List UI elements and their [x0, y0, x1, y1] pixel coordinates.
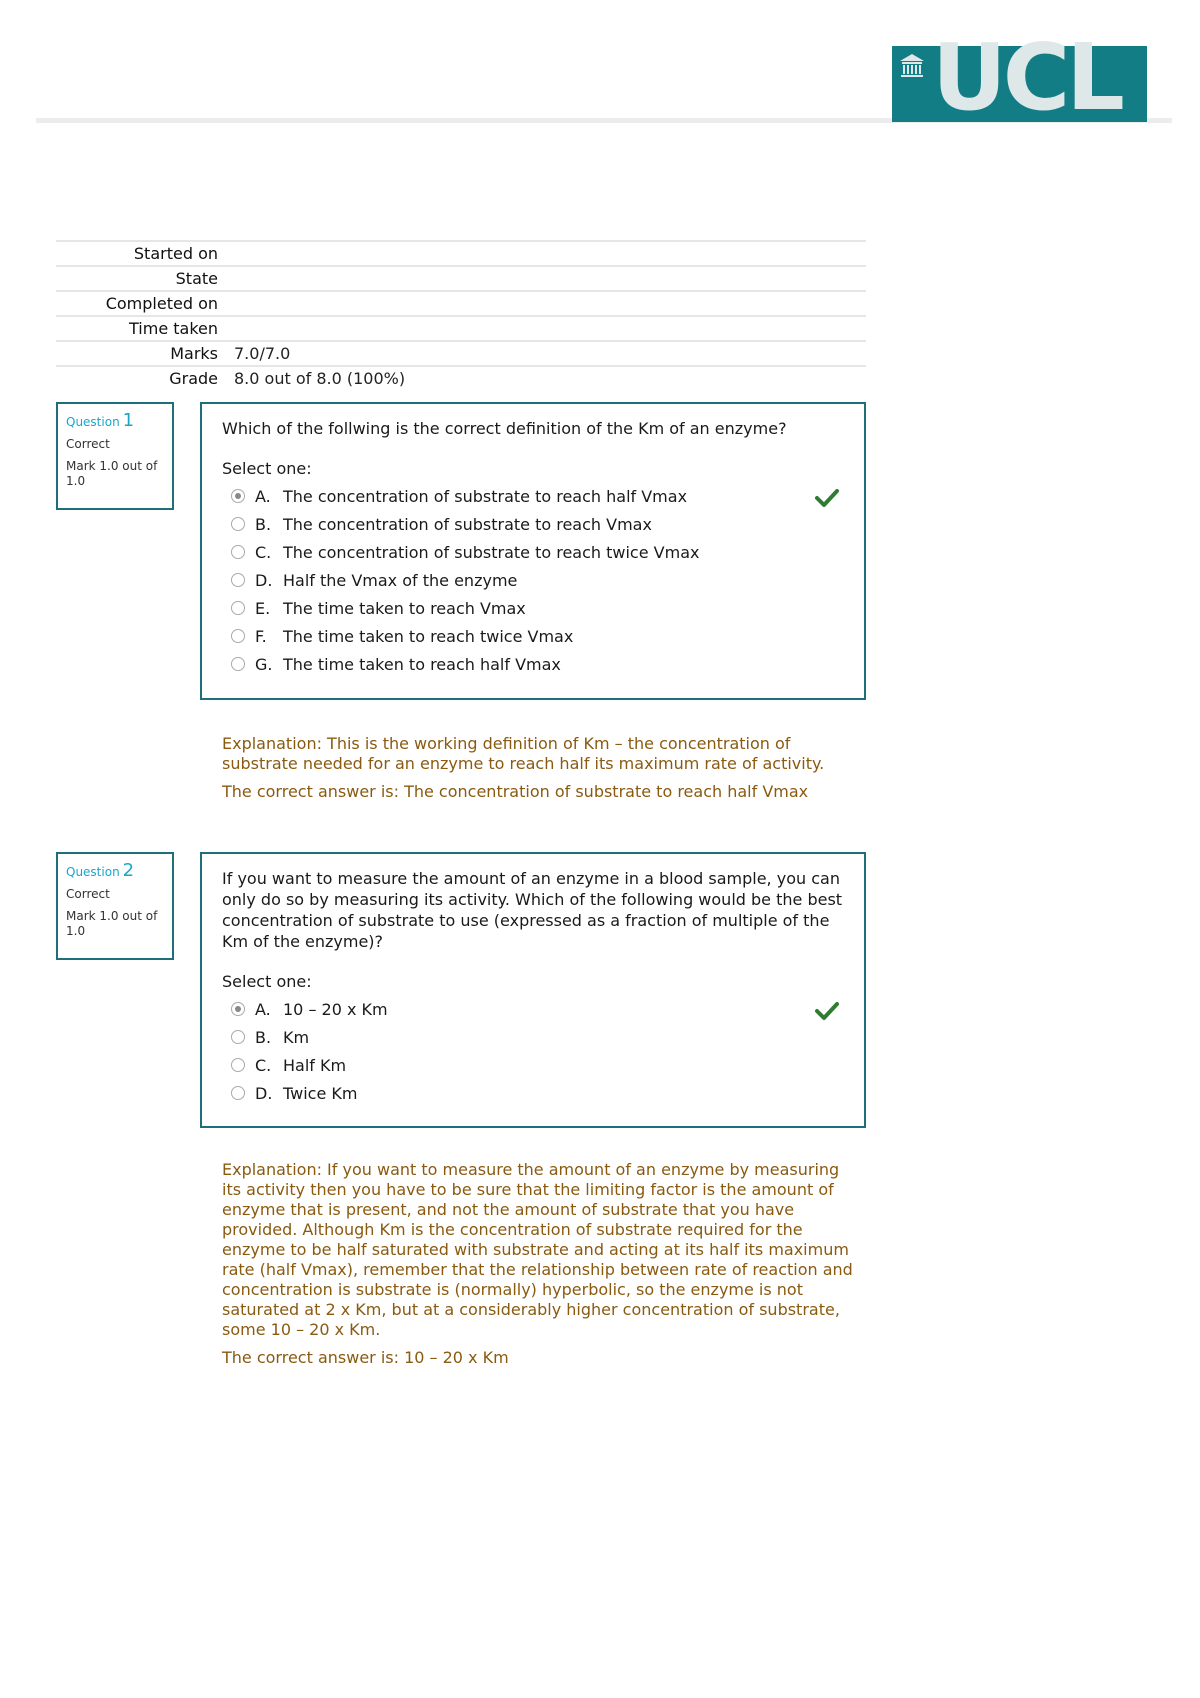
summary-row	[56, 366, 866, 390]
question-mark: Mark 1.0 out of 1.0	[66, 909, 158, 938]
option-letter: D.	[255, 570, 273, 590]
ucl-logo	[892, 24, 1147, 131]
option-text: 10 – 20 x Km	[283, 999, 388, 1019]
question-mark: Mark 1.0 out of 1.0	[66, 459, 158, 488]
question-text: If you want to measure the amount of an enzyme in a blood sample, you can only do so by measuring its activity. Which of the following would be the best concentration of substrate to use (expressed as a fraction of multiple of the Km of the enzyme)?	[222, 869, 843, 951]
radio-button-selected[interactable]	[231, 489, 245, 503]
summary-row	[56, 316, 866, 341]
portico-icon	[898, 52, 926, 80]
answer-option[interactable]	[222, 1051, 844, 1079]
question-box	[200, 402, 866, 700]
correct-check-icon	[814, 488, 840, 508]
summary-key: State	[56, 266, 228, 291]
summary-key: Marks	[56, 341, 228, 366]
answer-options	[222, 995, 844, 1107]
answer-option[interactable]	[222, 1079, 844, 1107]
option-letter: F.	[255, 626, 267, 646]
summary-value: 7.0/7.0	[228, 341, 866, 366]
summary-key: Time taken	[56, 316, 228, 341]
question-state: Correct	[66, 887, 110, 901]
option-letter: A.	[255, 486, 271, 506]
answer-option[interactable]	[222, 622, 844, 650]
logo-wordmark: UCL	[932, 24, 1121, 131]
option-letter: B.	[255, 514, 272, 534]
summary-key: Completed on	[56, 291, 228, 316]
question-text: Which of the follwing is the correct definition of the Km of an enzyme?	[222, 419, 787, 438]
summary-value	[228, 291, 866, 316]
summary-row	[56, 291, 866, 316]
radio-button[interactable]	[231, 545, 245, 559]
question-number: 2	[122, 860, 135, 881]
summary-row	[56, 241, 866, 266]
question-info	[56, 852, 174, 960]
attempt-summary	[56, 240, 866, 390]
radio-button-selected[interactable]	[231, 1002, 245, 1016]
summary-row	[56, 266, 866, 291]
radio-button[interactable]	[231, 657, 245, 671]
radio-button[interactable]	[231, 601, 245, 615]
answer-option[interactable]	[222, 566, 844, 594]
option-text: The concentration of substrate to reach Vmax	[283, 514, 652, 534]
option-text: Twice Km	[283, 1083, 358, 1103]
correct-answer-text: The correct answer is: 10 – 20 x Km	[222, 1348, 509, 1367]
radio-button[interactable]	[231, 1058, 245, 1072]
option-letter: C.	[255, 542, 272, 562]
answer-option[interactable]	[222, 510, 844, 538]
answer-option[interactable]	[222, 594, 844, 622]
option-letter: B.	[255, 1027, 272, 1047]
summary-row	[56, 341, 866, 366]
select-prompt: Select one:	[222, 972, 312, 991]
option-text: Km	[283, 1027, 310, 1047]
explanation-text: Explanation: If you want to measure the amount of an enzyme by measuring its activity then you have to be sure that the limiting factor is the amount of enzyme that is present, and not the amount of substrate that you have provided. Although Km is the concentration of substrate required for the enzyme to be half saturated with substrate and acting at its half its maximum rate (half Vmax), remember that the relationship between rate of reaction and concentration is substrate is (normally) hyperbolic, so the enzyme is not saturated at 2 x Km, but at a considerably higher concentration of substrate, some 10 – 20 x Km.	[222, 1160, 853, 1339]
option-letter: G.	[255, 654, 273, 674]
answer-options	[222, 482, 844, 678]
radio-button[interactable]	[231, 573, 245, 587]
summary-value	[228, 241, 866, 266]
option-text: Half the Vmax of the enzyme	[283, 570, 518, 590]
question-state: Correct	[66, 437, 110, 451]
explanation-text: Explanation: This is the working definition of Km – the concentration of substrate needed for an enzyme to reach half its maximum rate of activity.	[222, 734, 825, 773]
option-letter: D.	[255, 1083, 273, 1103]
answer-option[interactable]	[222, 995, 844, 1023]
radio-button[interactable]	[231, 629, 245, 643]
question-label: Question	[66, 865, 120, 879]
option-text: The time taken to reach twice Vmax	[283, 626, 574, 646]
option-letter: E.	[255, 598, 271, 618]
summary-value: 8.0 out of 8.0 (100%)	[228, 366, 866, 390]
select-prompt: Select one:	[222, 459, 312, 478]
answer-option[interactable]	[222, 1023, 844, 1051]
question-label: Question	[66, 415, 120, 429]
summary-key: Started on	[56, 241, 228, 266]
answer-option[interactable]	[222, 482, 844, 510]
question-info	[56, 402, 174, 510]
correct-answer-text: The correct answer is: The concentration of substrate to reach half Vmax	[222, 782, 809, 801]
option-text: The time taken to reach Vmax	[283, 598, 526, 618]
radio-button[interactable]	[231, 1030, 245, 1044]
question-box	[200, 852, 866, 1128]
summary-key: Grade	[56, 366, 228, 390]
answer-option[interactable]	[222, 538, 844, 566]
feedback	[222, 1160, 862, 1376]
summary-value	[228, 316, 866, 341]
question-number: 1	[122, 410, 135, 431]
option-text: The concentration of substrate to reach half Vmax	[283, 486, 688, 506]
option-text: The time taken to reach half Vmax	[283, 654, 561, 674]
option-text: Half Km	[283, 1055, 347, 1075]
summary-value	[228, 266, 866, 291]
radio-button[interactable]	[231, 1086, 245, 1100]
option-letter: A.	[255, 999, 271, 1019]
option-letter: C.	[255, 1055, 272, 1075]
answer-option[interactable]	[222, 650, 844, 678]
option-text: The concentration of substrate to reach twice Vmax	[283, 542, 700, 562]
correct-check-icon	[814, 1001, 840, 1021]
feedback	[222, 734, 862, 810]
radio-button[interactable]	[231, 517, 245, 531]
